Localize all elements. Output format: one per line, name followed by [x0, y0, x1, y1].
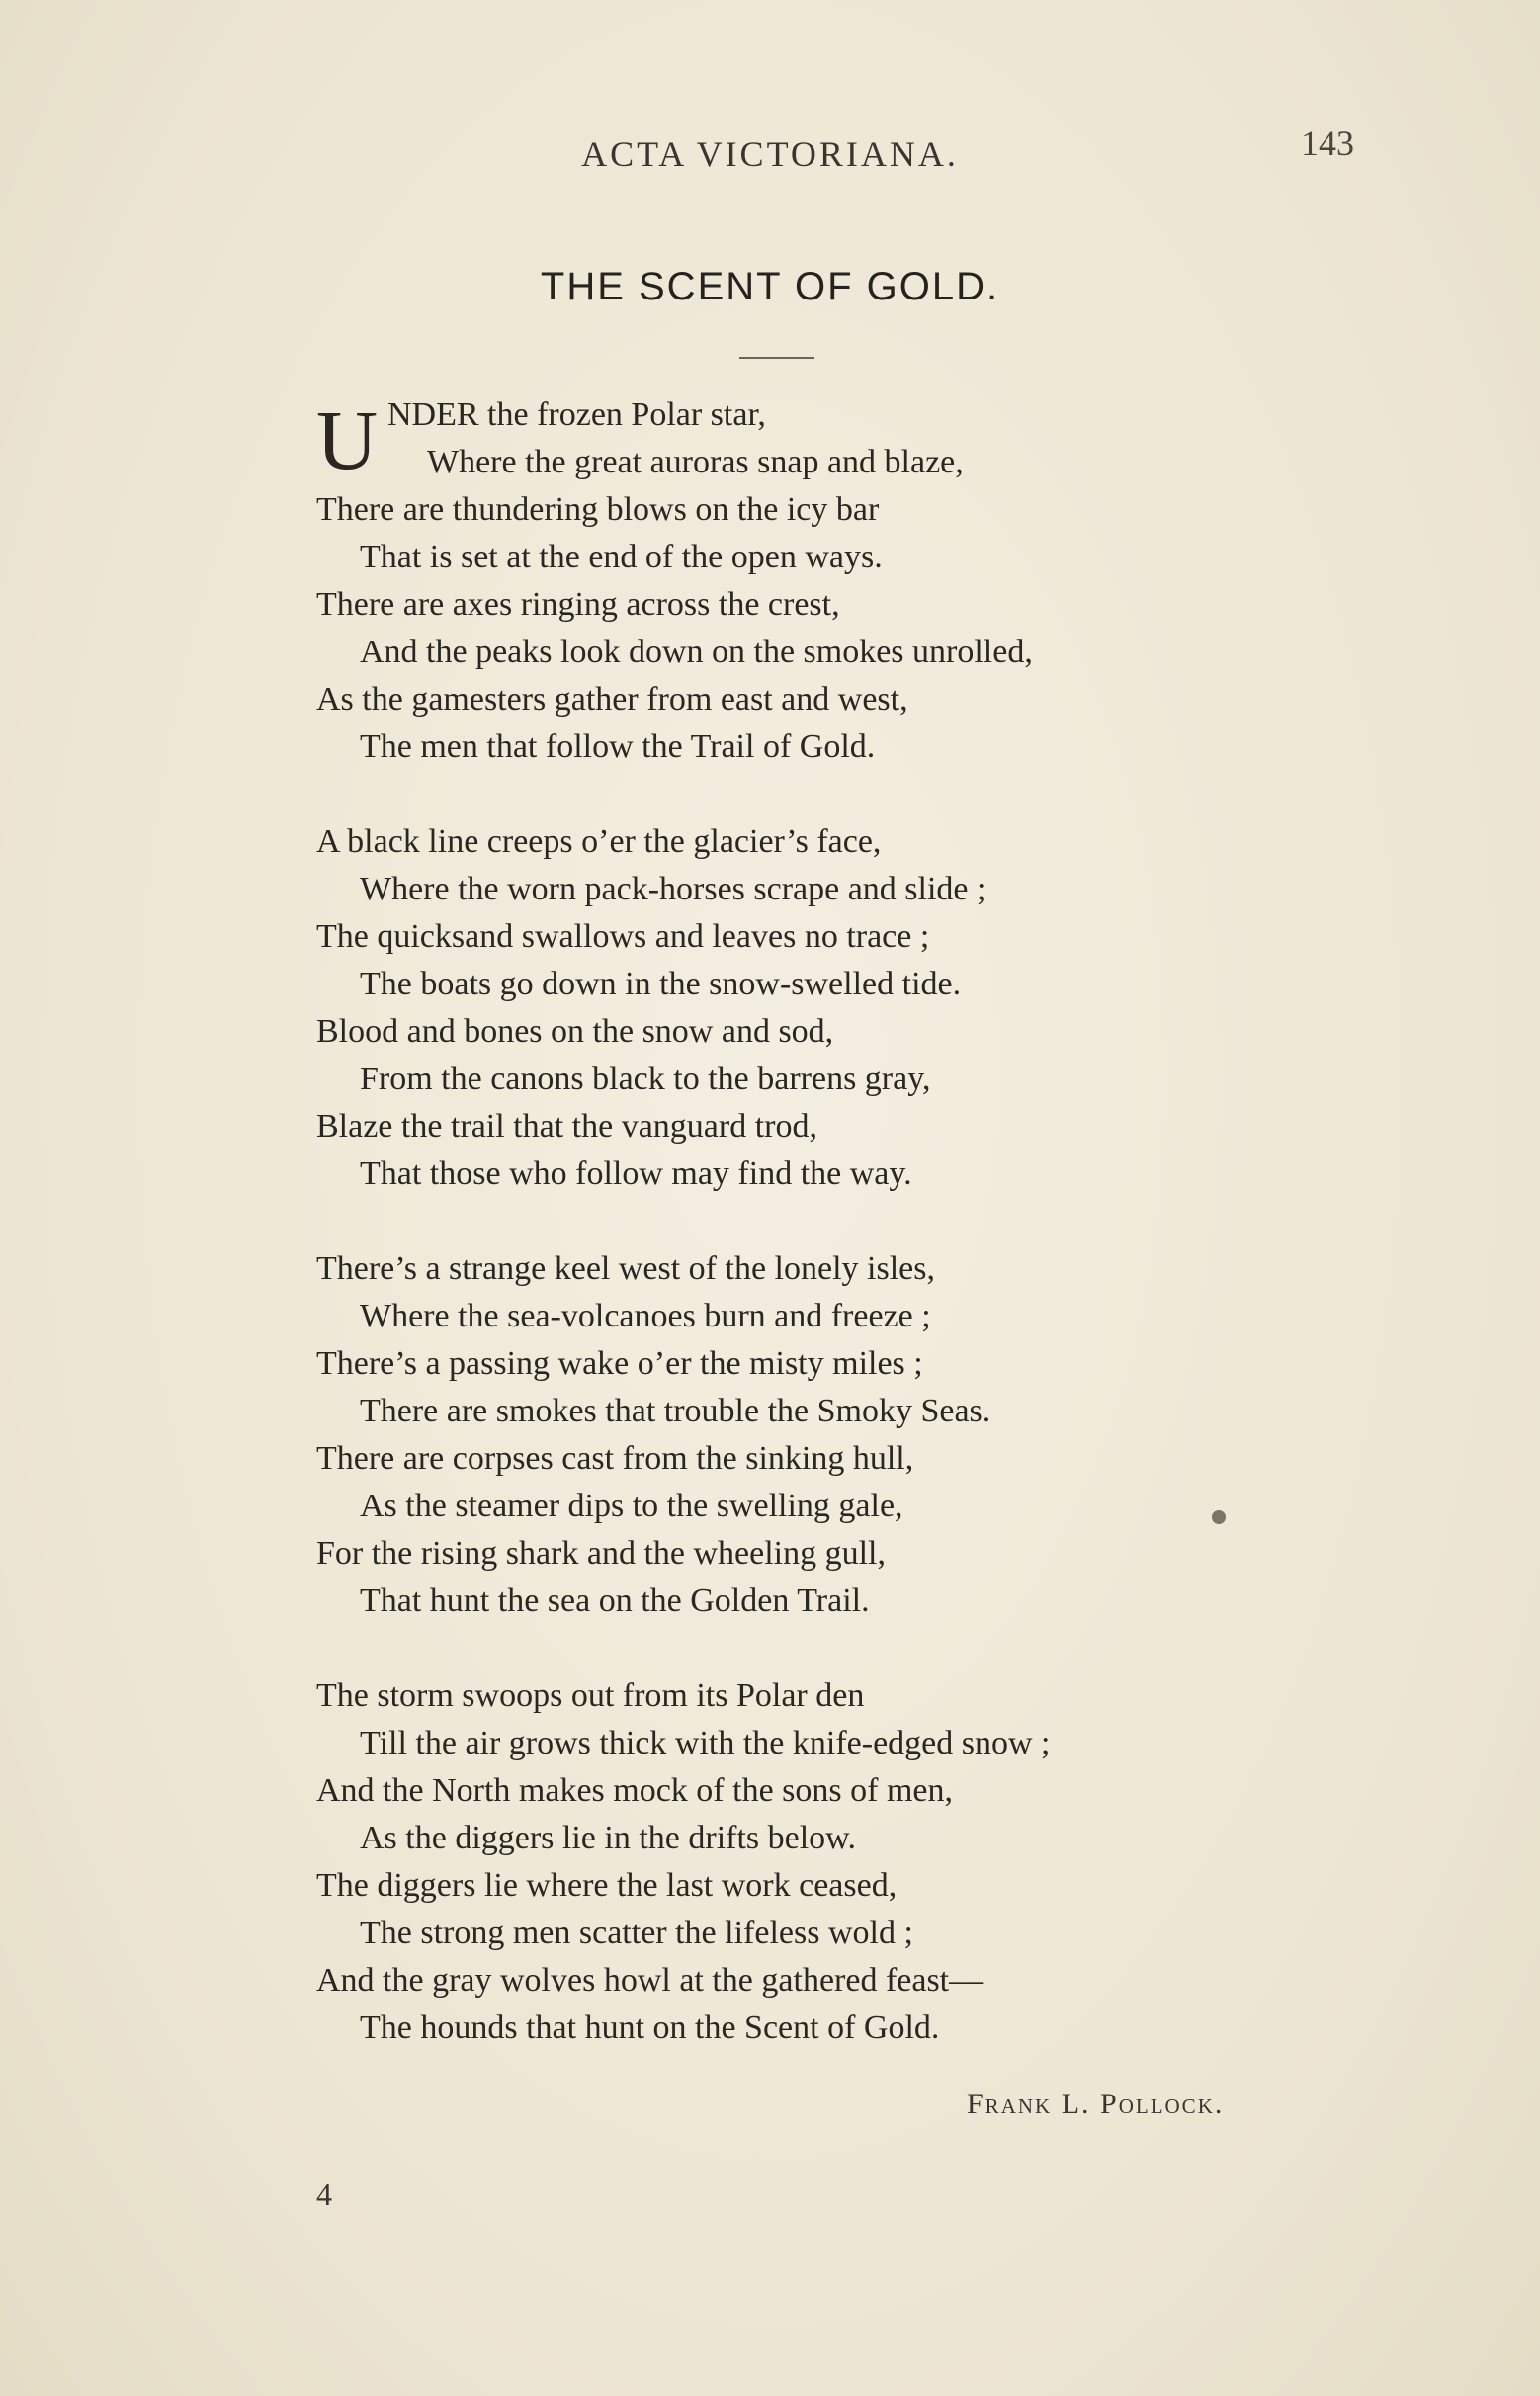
poem-line: That those who follow may find the way.	[360, 1155, 912, 1192]
poem-line: The strong men scatter the lifeless wold ;	[360, 1915, 913, 1951]
poem-line: That is set at the end of the open ways.	[360, 539, 883, 575]
author-signature: Frank L. Pollock.	[967, 2088, 1225, 2120]
first-line-text: NDER the frozen Polar star,	[387, 396, 766, 433]
poem-line: The boats go down in the snow-swelled tide.	[360, 966, 962, 1002]
poem-line: The hounds that hunt on the Scent of Gold.	[360, 2010, 940, 2046]
poem-line: Till the air grows thick with the knife-edged snow ;	[360, 1725, 1051, 1761]
poem-line: As the diggers lie in the drifts below.	[360, 1820, 857, 1856]
running-head: ACTA VICTORIANA.	[581, 134, 959, 174]
poem-line: And the North makes mock of the sons of men,	[316, 1772, 953, 1809]
poem-line: The men that follow the Trail of Gold.	[360, 728, 876, 765]
poem-line: The diggers lie where the last work ceased,	[316, 1867, 898, 1904]
poem-line: As the steamer dips to the swelling gale,	[360, 1488, 903, 1524]
stanza-3	[316, 1245, 1305, 1625]
poem-line: That hunt the sea on the Golden Trail.	[360, 1583, 870, 1619]
poem-line: Where the sea-volcanoes burn and freeze ;	[360, 1298, 931, 1334]
poem-line: There are smokes that trouble the Smoky Seas.	[360, 1393, 991, 1429]
poem-line: There’s a strange keel west of the lonely isles,	[316, 1250, 935, 1287]
poem-line: Where the great auroras snap and blaze,	[427, 444, 964, 480]
poem-body	[316, 391, 1305, 2099]
ink-speck	[1212, 1510, 1226, 1524]
poem-line: There’s a passing wake o’er the misty miles ;	[316, 1345, 923, 1382]
stanza-2	[316, 818, 1305, 1198]
page-number: 143	[1301, 124, 1354, 163]
title-divider	[739, 357, 814, 359]
poem-line: There are corpses cast from the sinking hull,	[316, 1440, 914, 1477]
poem-title: THE SCENT OF GOLD.	[540, 265, 1000, 308]
signature-mark: 4	[316, 2177, 332, 2212]
poem-line: Where the worn pack-horses scrape and slide ;	[360, 871, 986, 907]
poem-line: Blood and bones on the snow and sod,	[316, 1013, 834, 1050]
poem-line: For the rising shark and the wheeling gull,	[316, 1535, 887, 1572]
stanza-4	[316, 1672, 1305, 2052]
poem-line: Blaze the trail that the vanguard trod,	[316, 1108, 817, 1145]
poem-line: There are axes ringing across the crest,	[316, 586, 840, 623]
poem-line: And the peaks look down on the smokes unrolled,	[360, 634, 1033, 670]
poem-line: The quicksand swallows and leaves no trace ;	[316, 918, 930, 955]
poem-line: And the gray wolves howl at the gathered feast—	[316, 1962, 984, 1999]
stanza-1	[316, 391, 1305, 771]
drop-cap: U	[316, 392, 379, 487]
poem-line: There are thundering blows on the icy bar	[316, 491, 880, 528]
poem-line: A black line creeps o’er the glacier’s face,	[316, 823, 882, 860]
poem-line: From the canons black to the barrens gray,	[360, 1061, 931, 1097]
poem-line: As the gamesters gather from east and west,	[316, 681, 908, 718]
poem-line: The storm swoops out from its Polar den	[316, 1677, 865, 1714]
